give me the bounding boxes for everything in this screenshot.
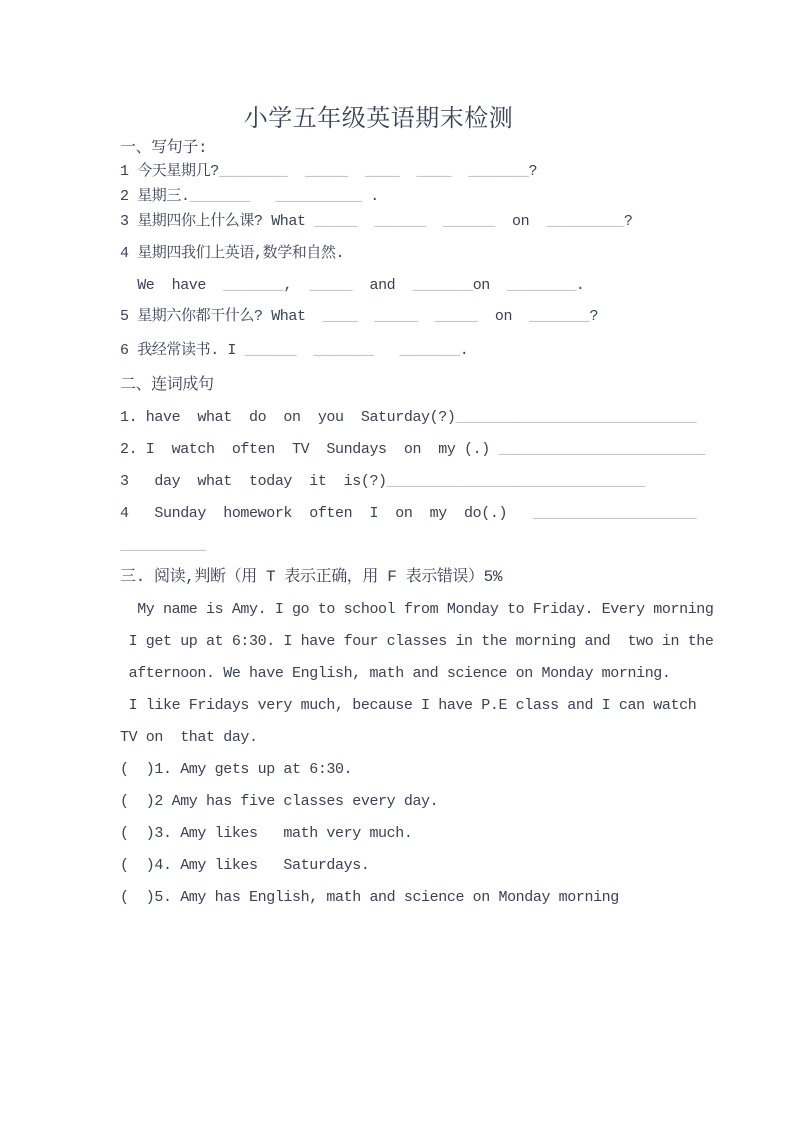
fill-in-blank: _______ [313, 342, 374, 359]
section-two-q2: 2. I watch often TV Sundays on my (.) ________________________ [120, 441, 705, 458]
section-one-q1: 1 今天星期几?________ _____ ____ ____ _______? [120, 163, 538, 180]
section-one-q4-answer: We have _______, _____ and _______on ________. [120, 277, 585, 294]
fill-in-blank: _______ [223, 277, 284, 294]
fill-in-blank: _____ [304, 163, 348, 180]
fill-in-blank: _____ [374, 308, 418, 325]
fill-in-blank: __________ [275, 188, 362, 205]
fill-in-blank: _____ [309, 277, 353, 294]
reading-paragraph-line-2: I get up at 6:30. I have four classes in the morning and two in the [120, 633, 714, 650]
section-one-q2: 2 星期三._______ __________ . [120, 188, 379, 205]
true-false-item-3: ( )3. Amy likes math very much. [120, 825, 413, 842]
reading-paragraph-line-1: My name is Amy. I go to school from Monday to Friday. Every morning [120, 601, 714, 618]
page-title: 小学五年级英语期末检测 [243, 107, 514, 134]
true-false-item-5: ( )5. Amy has English, math and science on Monday morning [120, 889, 619, 906]
true-false-item-1: ( )1. Amy gets up at 6:30. [120, 761, 353, 778]
section-two-q3: 3 day what today it is(?)______________________________ [120, 473, 645, 490]
fill-in-blank: ___________________ [532, 505, 697, 522]
fill-in-blank: _______ [468, 163, 529, 180]
fill-in-blank: _______ [399, 342, 460, 359]
fill-in-blank: _______ [412, 277, 473, 294]
section-two-q1: 1. have what do on you Saturday(?)____________________________ [120, 409, 697, 426]
true-false-item-4: ( )4. Amy likes Saturdays. [120, 857, 370, 874]
fill-in-blank: ______ [244, 342, 297, 359]
reading-paragraph-line-5: TV on that day. [120, 729, 258, 746]
fill-in-blank: __________ [120, 537, 207, 554]
fill-in-blank: ______ [443, 213, 495, 230]
fill-in-blank: ____ [365, 163, 400, 180]
section-three-heading: 三. 阅读,判断（用 T 表示正确，用 F 表示错误）5% [120, 568, 503, 586]
reading-paragraph-line-3: afternoon. We have English, math and science on Monday morning. [120, 665, 671, 682]
fill-in-blank: ________ [507, 277, 576, 294]
section-one-q6: 6 我经常读书. I ______ _______ _______. [120, 342, 469, 359]
fill-in-blank: _____ [314, 213, 358, 230]
fill-in-blank: ____________________________ [455, 409, 697, 426]
section-two-q4-extra-blank [120, 536, 206, 556]
fill-in-blank: ________________________ [498, 441, 705, 458]
section-two-q4: 4 Sunday homework often I on my do(.) ___________________ [120, 505, 697, 522]
fill-in-blank: ____ [416, 163, 452, 180]
reading-paragraph-line-4: I like Fridays very much, because I have P.E class and I can watch [120, 697, 697, 714]
fill-in-blank: _______ [189, 188, 250, 205]
section-one-q3: 3 星期四你上什么课? What _____ ______ ______ on _________? [120, 213, 633, 230]
fill-in-blank: _____ [434, 308, 478, 325]
section-one-q5: 5 星期六你都干什么? What ____ _____ _____ on _______? [120, 308, 599, 325]
true-false-item-2: ( )2 Amy has five classes every day. [120, 793, 439, 810]
section-two-heading: 二、连词成句 [120, 376, 214, 394]
fill-in-blank: ______________________________ [386, 473, 645, 490]
fill-in-blank: ____ [322, 308, 358, 325]
fill-in-blank: _______ [529, 308, 590, 325]
fill-in-blank: ______ [374, 213, 427, 230]
fill-in-blank: ________ [218, 163, 288, 180]
section-one-heading: 一、写句子: [120, 139, 208, 157]
fill-in-blank: _________ [546, 213, 624, 230]
section-one-q4: 4 星期四我们上英语,数学和自然. [120, 245, 345, 262]
